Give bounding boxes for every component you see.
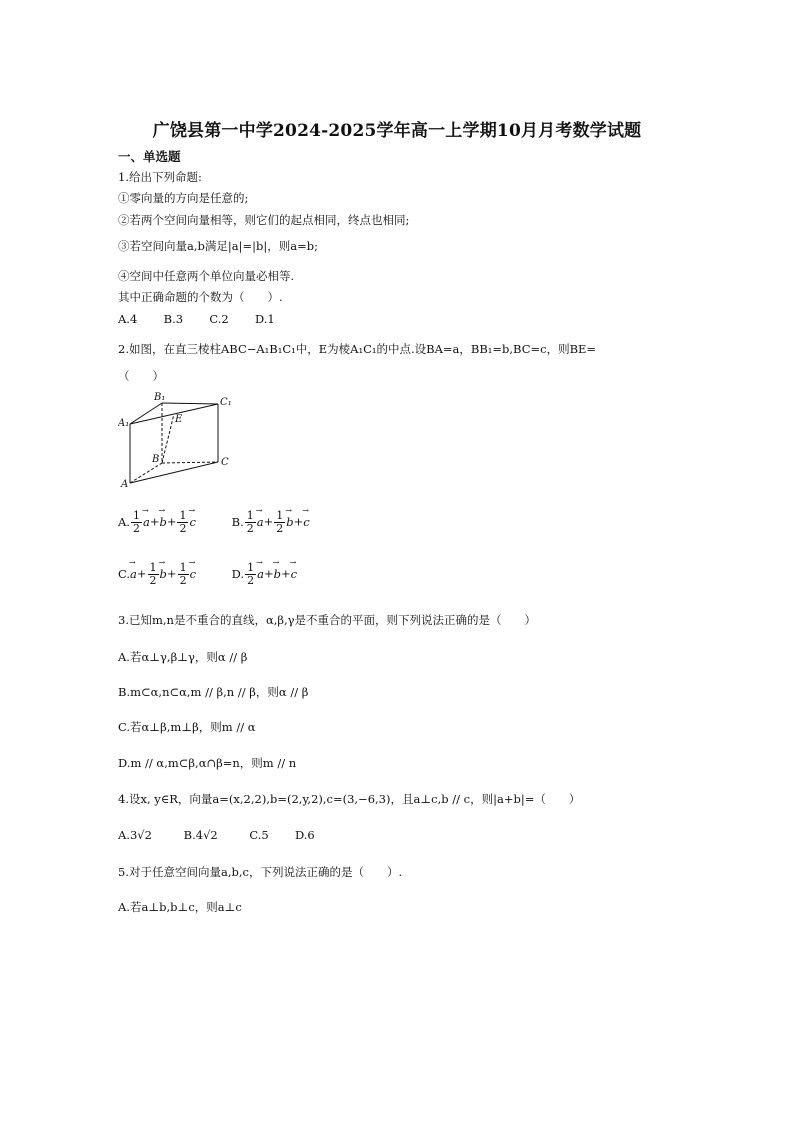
edge-a-c (130, 462, 218, 483)
q2-option-b[interactable]: B. $\frac{1}{2}$ → a+ $\frac{1}{2}$ → b+→ c (232, 510, 310, 535)
q3-stem: 3.已知m,n是不重合的直线，α,β,γ是不重合的平面，则下列说法正确的是（ ） (118, 613, 537, 627)
q2-options-row-2 (118, 562, 297, 587)
q3-option-a[interactable]: A.若α⊥γ,β⊥γ，则α // β (118, 650, 248, 664)
q3-option-d[interactable]: D.m // α,m⊂β,α∩β=n，则m // n (118, 756, 297, 770)
prism-diagram (118, 390, 248, 490)
q5-stem: 5.对于任意空间向量a,b,c，下列说法正确的是（ ）. (118, 865, 403, 879)
label-c1: C₁ (220, 397, 232, 408)
q4-option-d[interactable]: D.6 (294, 828, 315, 842)
q3-option-c[interactable]: C.若α⊥β,m⊥β，则m // α (118, 720, 256, 734)
edge-a-b-hidden (130, 463, 162, 483)
label-a: A (121, 479, 129, 490)
q4-stem: 4.设x, y∈R，向量a=(x,2,2),b=(2,y,2),c=(3,−6,3)，且a⊥c,b // c，则|a+b|=（ ） (118, 792, 581, 806)
q5-option-a[interactable]: A.若a⊥b,b⊥c，则a⊥c (118, 900, 242, 914)
label-b1: B₁ (154, 392, 166, 403)
edge-b-c-hidden (162, 462, 218, 463)
q2-options-row-1 (118, 510, 310, 535)
q2-stem: 2.如图，在直三棱柱ABC−A₁B₁C₁中，E为棱A₁C₁的中点.设BA=a，BB₁=b,BC=c，则BE= (118, 342, 597, 356)
edge-b1-c1 (162, 403, 218, 404)
label-c: C (221, 457, 229, 468)
q1-option-b[interactable]: B.3 (163, 312, 184, 326)
q2-option-a[interactable]: A. $\frac{1}{2}$ → a+→ b+ $\frac{1}{2}$ → c (118, 510, 228, 535)
q1-item-1: ①零向量的方向是任意的; (118, 191, 249, 205)
q1-option-a[interactable]: A.4 (118, 312, 138, 326)
label-a1: A₁ (118, 418, 130, 429)
q1-item-4: ④空间中任意两个单位向量必相等. (118, 269, 295, 283)
q1-options (118, 312, 297, 326)
q1-ask: 其中正确命题的个数为（ ）. (118, 290, 283, 304)
q4-options (118, 828, 337, 842)
label-b: B (152, 454, 160, 465)
q1-stem: 1.给出下列命题: (118, 170, 202, 184)
q3-option-b[interactable]: B.m⊂α,n⊂α,m // β,n // β，则α // β (118, 685, 309, 699)
section-heading: 一、单选题 (118, 149, 181, 164)
q2-option-d[interactable]: D. $\frac{1}{2}$ → a+→ b+→ c (232, 562, 297, 587)
segment-b-e-hidden (162, 414, 174, 463)
q4-option-a[interactable]: A.3√2 (118, 828, 152, 842)
q2-option-c[interactable]: C.→ a+ $\frac{1}{2}$ → b+ $\frac{1}{2}$ → c (118, 562, 228, 587)
q2-paren: （ ） (118, 369, 164, 383)
page-title: 广饶县第一中学2024-2025学年高一上学期10月月考数学试题 (152, 121, 642, 141)
q1-option-c[interactable]: C.2 (209, 312, 229, 326)
q1-item-2: ②若两个空间向量相等，则它们的起点相同，终点也相同; (118, 213, 410, 227)
q1-item-3: ③若空间向量a,b满足|a|=|b|，则a=b; (118, 239, 318, 253)
label-e: E (175, 414, 183, 425)
q4-option-b[interactable]: B.4√2 (183, 828, 218, 842)
q1-option-d[interactable]: D.1 (254, 312, 275, 326)
q4-option-c[interactable]: C.5 (249, 828, 269, 842)
